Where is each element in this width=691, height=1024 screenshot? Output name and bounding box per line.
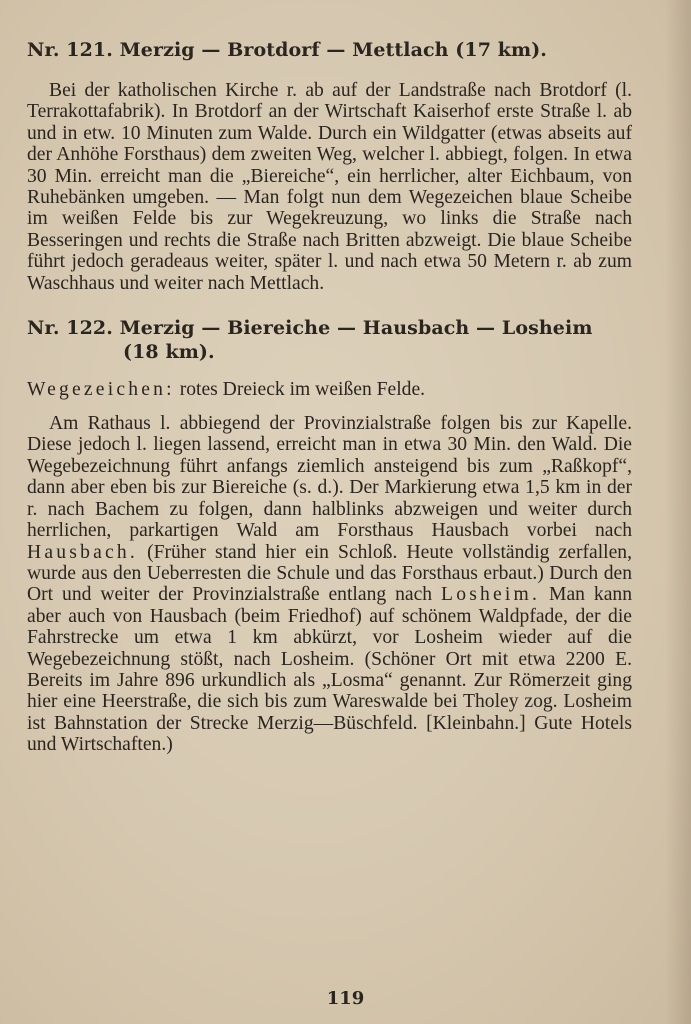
section-122-title <box>27 316 632 364</box>
marking-text: rotes Dreieck im weißen Felde. <box>174 379 426 401</box>
section-121-title: Nr. 121. Merzig — Brotdorf — Mettlach (17 km). <box>27 39 548 61</box>
section-122-text-part1: Am Rathaus l. abbiegend der Provinzialstraße folgen bis zur Kapelle. Diese jedoch l. liegen lassend, erreicht man in etwa 30 Min. den Wald. Die Wegebezeichnung führt anfangs ziemlich ansteigend bis zum „Raßkopf“, dann aber eben bis zur Biereiche (s. d.). Der Markierung etwa 1,5 km in der r. nach Bachem zu folgen, dann halblinks abzweigen und weiter durch herrlichen, parkartigen Wald am Forsthaus Hausbach vorbei nach <box>27 413 632 542</box>
section-122-text <box>27 413 632 756</box>
section-121-text: Bei der katholischen Kirche r. ab auf der Landstraße nach Brotdorf (l. Terrakottafabrik). In Brotdorf an der Wirtschaft Kaiserhof erste Straße l. ab und in etw. 10 Minuten zum Walde. Durch ein Wildgatter (etwas abseits auf der Anhöhe Forsthaus) dem zweiten Weg, welcher l. abbiegt, folgen. In etwa 30 Min. erreicht man die „Biereiche“, ein herrlicher, alter Eichbaum, von Ruhebänken umgeben. — Man folgt nun dem Wegezeichen blaue Scheibe im weißen Felde bis zur Wegekreuzung, wo links die Straße nach Besseringen und rechts die Straße nach Britten abzweigt. Die blaue Scheibe führt jedoch geradeaus weiter, später l. und nach etwa 50 Metern r. ab zum Waschhaus und weiter nach Mettlach. <box>27 80 632 294</box>
place-hausbach: Hausbach. <box>27 541 138 563</box>
place-losheim: Losheim. <box>441 584 541 606</box>
section-122-marking <box>27 378 632 402</box>
section-122-title-line2: (18 km). <box>123 341 215 364</box>
page-content <box>27 38 632 756</box>
section-122-text-part2: (Früher stand hier ein Schloß. Heute vollständig zerfallen, wurde aus den Ueberresten die Schule und das Forsthaus erbaut.) Durch den Ort und weiter der Provinzialstraße entlang nach <box>27 541 632 606</box>
section-122-title-line1: Nr. 122. Merzig — Biereiche — Hausbach — Losheim <box>27 317 593 340</box>
page-number: 119 <box>326 988 365 1009</box>
marking-label: Wegezeichen: <box>27 379 175 401</box>
section-122-text-part3: Man kann aber auch von Hausbach (beim Friedhof) auf schönem Waldpfade, der die Fahrstrecke um etwa 1 km abkürzt, vor Losheim wieder auf die Wegebezeichnung stößt, nach Losheim. (Schöner Ort mit etwa 2200 E. Bereits im Jahre 896 urkundlich als „Losma“ genannt. Zur Römerzeit ging hier eine Heerstraße, die sich bis zum Wareswalde bei Tholey zog. Losheim ist Bahnstation der Strecke Merzig—Büschfeld. [Kleinbahn.] Gute Hotels und Wirtschaften.) <box>27 584 632 756</box>
page-edge-shadow <box>665 0 691 1024</box>
